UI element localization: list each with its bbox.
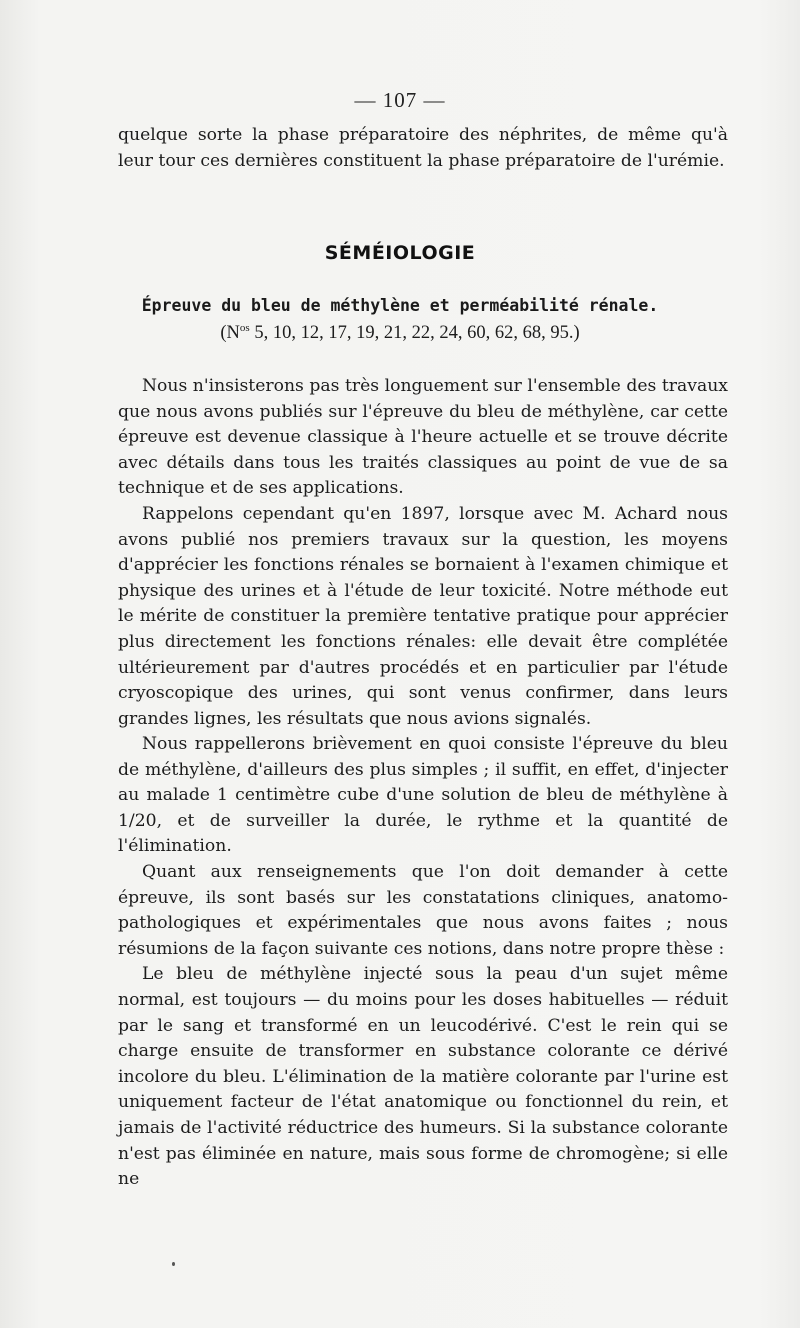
page-number: — 107 — [354,88,446,112]
paragraph-5: Le bleu de méthylène injecté sous la peau d'un sujet même normal, est toujours — du moins pour les doses habituelles — réduit par le sang et transformé en un leucodérivé. C'est le rein qui se charge ensuite de transformer en substance colorante ce dérivé incolore du bleu. L'élimination de la matière colorante par l'urine est uniquement facteur de l'état anatomique ou fonctionnel du rein, et jamais de l'activité réductrice des humeurs. Si la substance colorante n'est pas éliminée en nature, mais sous forme de chromogène; si elle ne [118,964,728,1190]
body-text-2 [118,732,728,1193]
paragraph-2: Rappelons cependant qu'en 1897, lorsque avec M. Achard nous avons publié nos premiers travaux sur la question, les moyens d'apprécier les fonctions rénales se bornaient à l'examen chimique et physique des urines et à l'étude de leur toxicité. Notre méthode eut le mérite de constituer la première tentative pratique pour apprécier plus directement les fonctions rénales: elle devait être complétée ultérieurement par d'autres procédés et en particulier par l'étude cryoscopique des urines, qui sont venus confirmer, dans leurs grandes lignes, les résultats que nous avions signalés. [118,503,728,729]
paragraph-3: Nous rappellerons brièvement en quoi consiste l'épreuve du bleu de méthylène, d'ailleurs des plus simples ; il suffit, en effet, d'injecter au malade 1 centimètre cube d'une solution de bleu de méthylène à 1/20, et de surveiller la durée, le rythme et la quantité de l'élimination. [118,734,728,857]
paragraph-4: Quant aux renseignements que l'on doit demander à cette épreuve, ils sont basés sur les constatations cliniques, anatomo-pathologiques et expérimentales que nous avons faites ; nous résumions de la façon suivante ces notions, dans notre propre thèse : [118,861,728,959]
refs-numbers: 5, 10, 12, 17, 19, 21, 22, 24, 60, 62, 68, 95.) [249,323,580,344]
paper-speck [172,1262,175,1266]
section-title: SÉMÉIOLOGIE [324,242,476,264]
intro-paragraph: quelque sorte la phase préparatoire des néphrites, de même qu'à leur tour ces dernières constituent la phase préparatoire de l'urémie. [118,125,728,171]
section-subtitle: Épreuve du bleu de méthylène et perméabilité rénale. [141,296,659,315]
body-text-1 [118,374,728,732]
refs-prefix: (N [220,323,240,344]
intro-text [118,123,728,174]
paragraph-1: Nous n'insisterons pas très longuement sur l'ensemble des travaux que nous avons publiés sur l'épreuve du bleu de méthylène, car cette épreuve est devenue classique à l'heure actuelle et se trouve décrite avec détails dans tous les traités classiques au point de vue de sa technique et de ses applications. [118,376,728,499]
references-line [0,322,800,344]
refs-superscript: os [239,322,250,334]
